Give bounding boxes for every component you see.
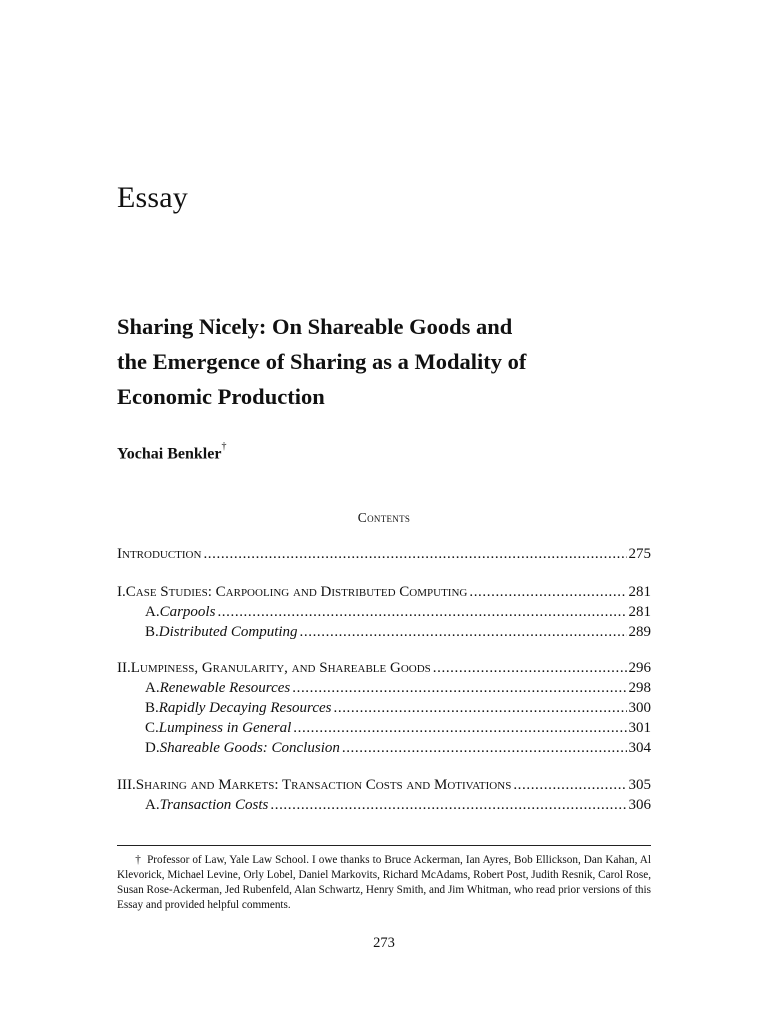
- toc-leader-dots: [292, 680, 626, 697]
- footnote-separator: [117, 845, 651, 846]
- toc-entry-part-1b[interactable]: [117, 624, 651, 644]
- toc-entry-label: Sharing and Markets: Transaction Costs and Motivations: [135, 777, 512, 793]
- toc-entry-page: 306: [628, 797, 651, 813]
- toc-entry-part-2a[interactable]: [117, 680, 651, 700]
- section-label: Essay: [117, 181, 188, 214]
- toc-entry-part-3a[interactable]: [117, 797, 651, 817]
- toc-entry-label: Lumpiness in General: [158, 720, 292, 736]
- toc-leader-dots: [513, 777, 626, 794]
- footnote-text: Professor of Law, Yale Law School. I owe thanks to Bruce Ackerman, Ian Ayres, Bob Ellickson, Dan Kahan, Al Klevorick, Michael Levine, Orly Lobel, Daniel Markovits, Richard McAdams, Robert Post, Judith Resnik, Carol Rose, Susan Rose-Ackerman, Jed Rubenfeld, Alan Schwartz, Henry Smith, and Jim Whitman, who read prior versions of this Essay and provided helpful comments.: [117, 854, 651, 911]
- toc-leader-dots: [469, 584, 626, 601]
- toc-leader-dots: [334, 700, 627, 717]
- toc-entry-part-3[interactable]: [117, 777, 651, 797]
- toc-entry-page: 275: [628, 546, 651, 562]
- toc-leader-dots: [217, 604, 626, 621]
- toc-entry-number: I.: [117, 584, 126, 600]
- toc-entry-label: Distributed Computing: [158, 624, 298, 640]
- title-line: the Emergence of Sharing as a Modality of: [117, 349, 527, 374]
- title-line: Sharing Nicely: On Shareable Goods and: [117, 314, 513, 339]
- author-footnote-mark[interactable]: †: [221, 441, 227, 452]
- toc-entry-page: 300: [628, 700, 651, 716]
- toc-entry-label: Case Studies: Carpooling and Distributed Computing: [125, 584, 468, 600]
- toc-entry-number: A.: [145, 680, 160, 696]
- toc-entry-number: B.: [145, 624, 159, 640]
- toc-entry-label: Renewable Resources: [159, 680, 291, 696]
- toc-entry-label: Transaction Costs: [159, 797, 269, 813]
- toc-entry-introduction[interactable]: [117, 546, 651, 566]
- page-number: 273: [373, 935, 395, 951]
- toc-entry-number: A.: [145, 604, 160, 620]
- footnote: [117, 853, 651, 913]
- toc-leader-dots: [270, 797, 626, 814]
- toc-entry-page: 296: [628, 660, 651, 676]
- toc-entry-page: 281: [628, 584, 651, 600]
- toc-entry-part-1a[interactable]: [117, 604, 651, 624]
- toc-entry-number: III.: [117, 777, 136, 793]
- title-line: Economic Production: [117, 384, 325, 409]
- article-title: [117, 309, 677, 414]
- toc-leader-dots: [300, 624, 627, 641]
- author-name: Yochai Benkler: [117, 445, 222, 463]
- footnote-mark: †: [135, 854, 142, 866]
- contents-heading: Contents: [357, 510, 411, 525]
- toc-entry-number: D.: [145, 740, 160, 756]
- toc-entry-label: Introduction: [117, 546, 202, 562]
- toc-leader-dots: [342, 740, 627, 757]
- toc-entry-part-2[interactable]: [117, 660, 651, 680]
- toc-entry-page: 289: [628, 624, 651, 640]
- author-line: [117, 441, 227, 463]
- toc-entry-number: B.: [145, 700, 159, 716]
- toc-entry-label: Shareable Goods: Conclusion: [159, 740, 340, 756]
- toc-entry-part-2d[interactable]: [117, 740, 651, 760]
- toc-entry-page: 304: [628, 740, 651, 756]
- toc-entry-label: Carpools: [159, 604, 216, 620]
- toc-entry-part-1[interactable]: [117, 584, 651, 604]
- toc-entry-page: 281: [628, 604, 651, 620]
- toc-entry-page: 301: [628, 720, 651, 736]
- toc-entry-number: C.: [145, 720, 159, 736]
- toc-leader-dots: [203, 546, 626, 563]
- toc-leader-dots: [433, 660, 627, 677]
- toc-entry-part-2b[interactable]: [117, 700, 651, 720]
- toc-entry-label: Rapidly Decaying Resources: [158, 700, 332, 716]
- toc-leader-dots: [293, 720, 626, 737]
- toc-entry-part-2c[interactable]: [117, 720, 651, 740]
- toc-entry-label: Lumpiness, Granularity, and Shareable Goods: [130, 660, 431, 676]
- toc-entry-number: A.: [145, 797, 160, 813]
- toc-entry-number: II.: [117, 660, 131, 676]
- toc-entry-page: 305: [628, 777, 651, 793]
- toc-entry-page: 298: [628, 680, 651, 696]
